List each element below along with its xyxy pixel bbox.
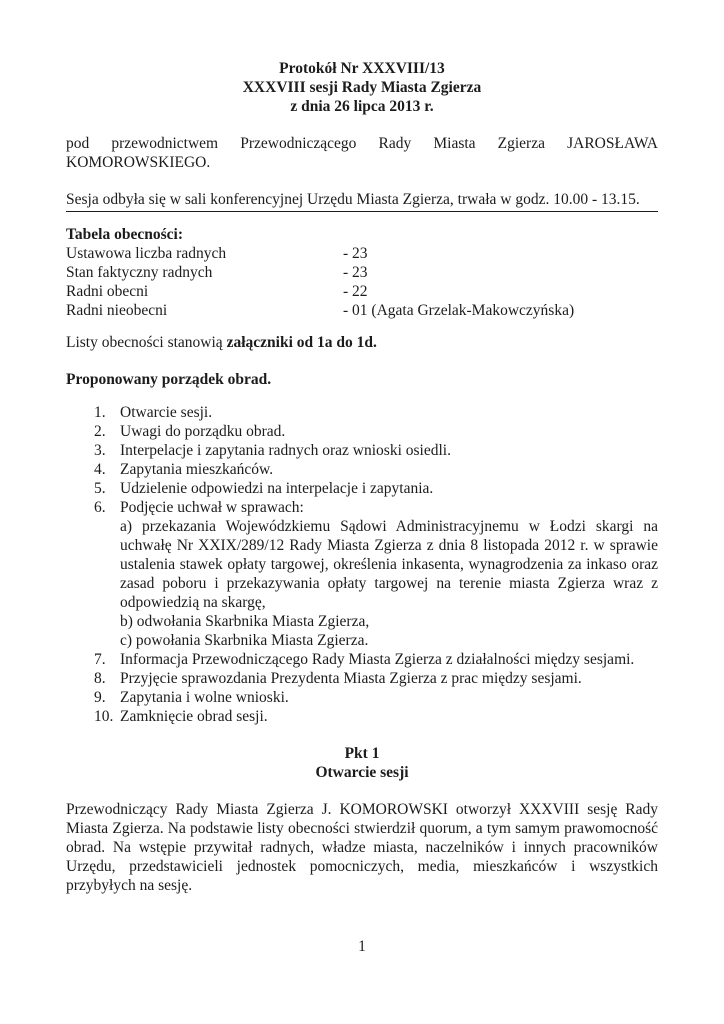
agenda-item [66, 498, 658, 650]
agenda-item [66, 441, 658, 460]
agenda-subitem-c: c) powołania Skarbnika Miasta Zgierza. [120, 632, 369, 649]
attendance-row-value: - 22 [343, 283, 368, 300]
agenda-item-number: 7. [94, 651, 106, 668]
agenda-item-number: 3. [94, 442, 106, 459]
pkt1-paragraph: Przewodniczący Rady Miasta Zgierza J. KOMOROWSKI otworzył XXXVIII sesję Rady Miasta Zgierza. Na podstawie listy obecności stwierdził quorum, a tym samym prawomocność obrad. Na wstępie przywitał radnych, władze miasta, naczelników i innych pracowników Urzędu, przedstawicieli jednostek pomocniczych, media, mieszkańców i wszystkich przybyłych na sesję. [66, 801, 658, 894]
agenda-subitem-b: b) odwołania Skarbnika Miasta Zgierza, [120, 613, 370, 630]
agenda-item [66, 650, 658, 669]
agenda-item-number: 1. [94, 404, 106, 421]
agenda-list [66, 403, 658, 726]
chairman-paragraph-line1: pod przewodnictwem Przewodniczącego Rady Miasta Zgierza JAROSŁAWA [66, 135, 658, 152]
agenda-subitem-a: a) przekazania Wojewódzkiemu Sądowi Administracyjnemu w Łodzi skargi na uchwałę Nr XXIX/289/12 Rady Miasta Zgierza z dnia 8 listopada 2012 r. w sprawie ustalenia stawek opłaty targowej, określenia inkasenta, wynagrodzenia za inkaso oraz zasad poboru i przekazywania opłaty targowej na terenie miasta Zgierza wraz z odpowiedzią na skargę, [120, 518, 658, 611]
page-number: 1 [358, 938, 366, 955]
agenda-item-text: Podjęcie uchwał w sprawach: [120, 499, 304, 516]
agenda-item [66, 460, 658, 479]
attendance-row-value: - 01 (Agata Grzelak-Makowczyńska) [343, 302, 575, 319]
agenda-item-number: 9. [94, 689, 106, 706]
attendance-row [66, 263, 658, 282]
attendance-lists-note [66, 333, 658, 352]
agenda-item-number: 6. [94, 499, 106, 516]
agenda-item-text: Otwarcie sesji. [120, 404, 213, 421]
chairman-paragraph [66, 134, 658, 172]
attendance-row [66, 244, 658, 263]
agenda-item-number: 5. [94, 480, 106, 497]
document-title-line2: XXXVIII sesji Rady Miasta Zgierza [242, 79, 482, 96]
attendance-row-value: - 23 [343, 245, 368, 262]
agenda-item-number: 2. [94, 423, 106, 440]
agenda-item-text: Interpelacje i zapytania radnych oraz wnioski osiedli. [120, 442, 451, 459]
agenda-item [66, 707, 658, 726]
document-title-line3: z dnia 26 lipca 2013 r. [290, 98, 434, 115]
agenda-item [66, 403, 658, 422]
section-heading-pkt1 [66, 744, 658, 782]
attendance-row-value: - 23 [343, 264, 368, 281]
agenda-item [66, 669, 658, 688]
attendance-row [66, 301, 658, 320]
document-title-line1: Protokół Nr XXXVIII/13 [279, 60, 445, 77]
attendance-lists-note-text: Listy obecności stanowią [66, 334, 227, 351]
agenda-item-text: Zamknięcie obrad sesji. [120, 708, 268, 725]
agenda-item-text: Uwagi do porządku obrad. [120, 423, 286, 440]
attendance-row [66, 282, 658, 301]
attendance-row-label: Stan faktyczny radnych [66, 264, 213, 281]
agenda-item-number: 10. [94, 708, 114, 725]
section-heading-pkt1-number: Pkt 1 [344, 745, 380, 762]
agenda-item-body [120, 498, 658, 650]
attendance-row-label: Ustawowa liczba radnych [66, 245, 227, 262]
attendance-lists-note-bold: załączniki od 1a do 1d. [226, 334, 377, 351]
agenda-item [66, 479, 658, 498]
agenda-item-text: Informacja Przewodniczącego Rady Miasta Zgierza z działalności między sesjami. [120, 651, 635, 668]
agenda-item-text: Zapytania i wolne wnioski. [120, 689, 289, 706]
agenda-item-text: Przyjęcie sprawozdania Prezydenta Miasta Zgierza z prac między sesjami. [120, 670, 582, 687]
attendance-heading: Tabela obecności: [66, 226, 183, 243]
document-title [66, 59, 658, 116]
agenda-item-number: 8. [94, 670, 106, 687]
session-info-line: Sesja odbyła się w sali konferencyjnej Urzędu Miasta Zgierza, trwała w godz. 10.00 - 13.15. [66, 190, 658, 212]
section-heading-pkt1-title: Otwarcie sesji [315, 764, 409, 781]
agenda-heading: Proponowany porządek obrad. [66, 371, 272, 388]
chairman-paragraph-line2: KOMOROWSKIEGO. [66, 154, 211, 171]
agenda-item-text: Zapytania mieszkańców. [120, 461, 274, 478]
agenda-item-text: Udzielenie odpowiedzi na interpelacje i zapytania. [120, 480, 434, 497]
agenda-item [66, 688, 658, 707]
attendance-row-label: Radni obecni [66, 283, 149, 300]
attendance-table [66, 244, 658, 320]
agenda-item-number: 4. [94, 461, 106, 478]
attendance-row-label: Radni nieobecni [66, 302, 168, 319]
agenda-item [66, 422, 658, 441]
